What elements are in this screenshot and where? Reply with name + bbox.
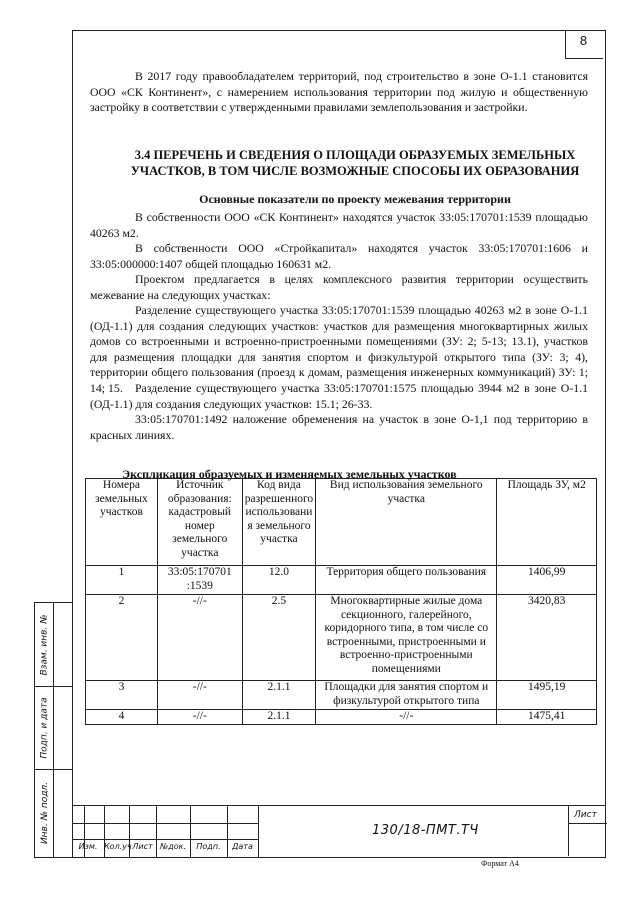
strip-cell-replaced-inv	[35, 603, 73, 686]
paragraph-1: В собственности ООО «СК Континент» находятся участок 33:05:170701:1539 площадью 40263 м2.	[90, 210, 588, 240]
table-cell: 33:05:170701 :1539	[157, 566, 242, 595]
stamp-line	[72, 823, 258, 824]
stamp-col-count: Кол.уч	[104, 842, 132, 851]
table-row	[86, 566, 597, 595]
paragraph-5: Разделение существующего участка 33:05:170701:1575 площадью 3944 м2 в зоне О-1.1 (ОД-1.1) для создания следующих участков: 15.1; 26-33.	[90, 381, 588, 411]
table-header-row	[86, 479, 597, 566]
stamp-line	[258, 806, 259, 857]
table-cell: -//-	[157, 681, 242, 710]
left-margin-strip	[34, 602, 73, 858]
table-cell: -//-	[157, 595, 242, 681]
paragraph-3: Проектом предлагается в целях комплексного развития территории осуществить межевание на следующих участках:	[90, 272, 588, 302]
document-code: 130/18-ПМТ.ТЧ	[372, 823, 479, 838]
table-cell: 2.1.1	[242, 681, 315, 710]
table-cell: 1406,99	[497, 566, 597, 595]
table-cell: 2.5	[242, 595, 315, 681]
table-cell: 1	[86, 566, 158, 595]
format-label: Формат А4	[481, 859, 519, 868]
section-heading: 3.4 ПЕРЕЧЕНЬ И СВЕДЕНИЯ О ПЛОЩАДИ ОБРАЗУЕМЫХ ЗЕМЕЛЬНЫХ УЧАСТКОВ, В ТОМ ЧИСЛЕ ВОЗМОЖНЫЕ СПОСОБЫ ИХ ОБРАЗОВАНИЯ	[130, 148, 580, 178]
table-caption: Экспликация образуемых и изменяемых земельных участков	[122, 467, 457, 481]
table-cell: 4	[86, 710, 158, 725]
table-cell: 1475,41	[497, 710, 597, 725]
sheet-label: Лист	[574, 810, 597, 820]
strip-cell-original-inv	[35, 770, 73, 856]
table-cell: -//-	[316, 710, 497, 725]
strip-label-replaced-inv: Взам. инв. №	[40, 613, 51, 676]
page-number: 8	[579, 33, 588, 48]
stamp-col-date: Дата	[232, 842, 253, 851]
table-cell: Площадки для занятия спортом и физкультурой открытого типа	[316, 681, 497, 710]
table-header: Номера земельных участков	[86, 479, 158, 566]
table-header: Код вида разрешенного использовани я земельного участка	[242, 479, 315, 566]
stamp-line	[72, 839, 258, 840]
paragraph-2: В собственности ООО «Стройкапитал» находятся участок 33:05:170701:1606 и 33:05:000000:1407 общей площадью 160631 м2.	[90, 241, 588, 271]
plots-table	[85, 478, 597, 725]
strip-label-original-inv: Инв. № подл.	[40, 781, 50, 845]
table-cell: 2.1.1	[242, 710, 315, 725]
table-cell: Многоквартирные жилые дома секционного, галерейного, коридорного типа, в том числе со встроенными, пристроенными и встроенно-пристроенными помещениями	[316, 595, 497, 681]
stamp-col-sheet: Лист	[132, 842, 153, 851]
stamp-col-doc: №док.	[159, 842, 187, 851]
table-cell: 12.0	[242, 566, 315, 595]
table-cell: 2	[86, 595, 158, 681]
paragraph-4: Разделение существующего участка 33:05:170701:1539 площадью 40263 м2 в зоне О-1.1 (ОД-1.1) для создания следующих участков: участков для размещения многоквартирных жилых домов со встроенными и встроенно-пристроенными помещениями (ЗУ: 2; 5-13; 13.1), участков для размещения площадки для занятия спортом и физкультурой открытого типа (ЗУ: 3; 4), территории общего пользования (проезд к домам, размещения инженерных коммуникаций) ЗУ: 1; 14; 15.	[90, 303, 588, 395]
table-cell: Территория общего пользования	[316, 566, 497, 595]
table-header: Источник образования: кадастровый номер земельного участка	[157, 479, 242, 566]
table-header: Вид использования земельного участка	[316, 479, 497, 566]
table-row	[86, 710, 597, 725]
strip-label-signature-date: Подп. и дата	[40, 697, 50, 759]
intro-paragraph: В 2017 году правообладателем территорий, под строительство в зоне О-1.1 становится ООО «СК Континент», с намерением использования территории под жилую и общественную застройку в соответствии с утвержденными правилами землепользования и застройки.	[90, 69, 588, 114]
table-row	[86, 595, 597, 681]
title-block	[72, 805, 606, 857]
table-cell: 1495,19	[497, 681, 597, 710]
table-cell: 3	[86, 681, 158, 710]
table-cell: 3420,83	[497, 595, 597, 681]
subheading: Основные показатели по проекту межевания территории	[199, 192, 511, 206]
paragraph-6: 33:05:170701:1492 наложение обременения на участок в зоне О-1,1 под территорию в красных линиях.	[90, 412, 588, 442]
table-cell: -//-	[157, 710, 242, 725]
table-header: Площадь ЗУ, м2	[497, 479, 597, 566]
table-row	[86, 681, 597, 710]
stamp-col-change: Изм.	[78, 842, 98, 851]
strip-cell-signature-date	[35, 687, 73, 769]
stamp-col-signature: Подп.	[196, 842, 221, 851]
